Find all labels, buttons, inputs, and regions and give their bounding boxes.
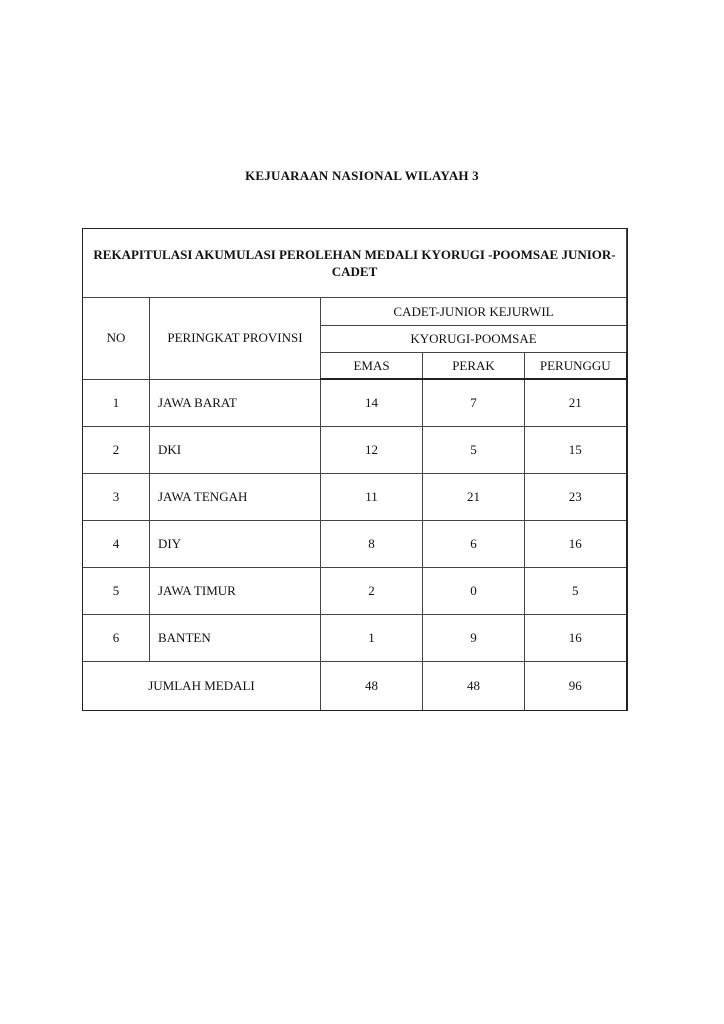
row-no: 1 — [83, 379, 150, 427]
total-label: JUMLAH MEDALI — [83, 662, 321, 711]
header-bronze: PERUNGGU — [525, 353, 627, 380]
row-province: JAWA TIMUR — [150, 568, 321, 615]
row-province: JAWA TENGAH — [150, 474, 321, 521]
header-no: NO — [83, 298, 150, 380]
table-caption: REKAPITULASI AKUMULASI PEROLEHAN MEDALI KYORUGI -POOMSAE JUNIOR-CADET — [83, 229, 627, 298]
row-no: 4 — [83, 521, 150, 568]
row-no: 5 — [83, 568, 150, 615]
total-gold: 48 — [321, 662, 423, 711]
row-province: BANTEN — [150, 615, 321, 662]
medal-recap-table — [82, 228, 628, 711]
row-gold: 12 — [321, 427, 423, 474]
row-province: DKI — [150, 427, 321, 474]
row-gold: 11 — [321, 474, 423, 521]
row-silver: 5 — [423, 427, 525, 474]
table-row — [83, 474, 627, 521]
document-title: KEJUARAAN NASIONAL WILAYAH 3 — [245, 168, 479, 183]
row-gold: 14 — [321, 379, 423, 427]
header-row-1 — [83, 298, 627, 326]
row-bronze: 16 — [525, 521, 627, 568]
row-province: DIY — [150, 521, 321, 568]
row-silver: 9 — [423, 615, 525, 662]
table-row — [83, 427, 627, 474]
total-row — [83, 662, 627, 711]
row-gold: 8 — [321, 521, 423, 568]
row-gold: 1 — [321, 615, 423, 662]
header-province: PERINGKAT PROVINSI — [150, 298, 321, 380]
row-silver: 7 — [423, 379, 525, 427]
total-silver: 48 — [423, 662, 525, 711]
header-subgroup: KYORUGI-POOMSAE — [321, 326, 627, 353]
row-bronze: 21 — [525, 379, 627, 427]
row-bronze: 15 — [525, 427, 627, 474]
row-no: 6 — [83, 615, 150, 662]
table-row — [83, 568, 627, 615]
row-silver: 21 — [423, 474, 525, 521]
row-province: JAWA BARAT — [150, 379, 321, 427]
total-bronze: 96 — [525, 662, 627, 711]
row-no: 2 — [83, 427, 150, 474]
header-silver: PERAK — [423, 353, 525, 380]
row-silver: 0 — [423, 568, 525, 615]
header-gold: EMAS — [321, 353, 423, 380]
table-row — [83, 379, 627, 427]
row-bronze: 5 — [525, 568, 627, 615]
header-group: CADET-JUNIOR KEJURWIL — [321, 298, 627, 326]
table-caption-row — [83, 229, 627, 298]
row-silver: 6 — [423, 521, 525, 568]
table-row — [83, 615, 627, 662]
row-no: 3 — [83, 474, 150, 521]
row-bronze: 23 — [525, 474, 627, 521]
row-gold: 2 — [321, 568, 423, 615]
row-bronze: 16 — [525, 615, 627, 662]
table-row — [83, 521, 627, 568]
